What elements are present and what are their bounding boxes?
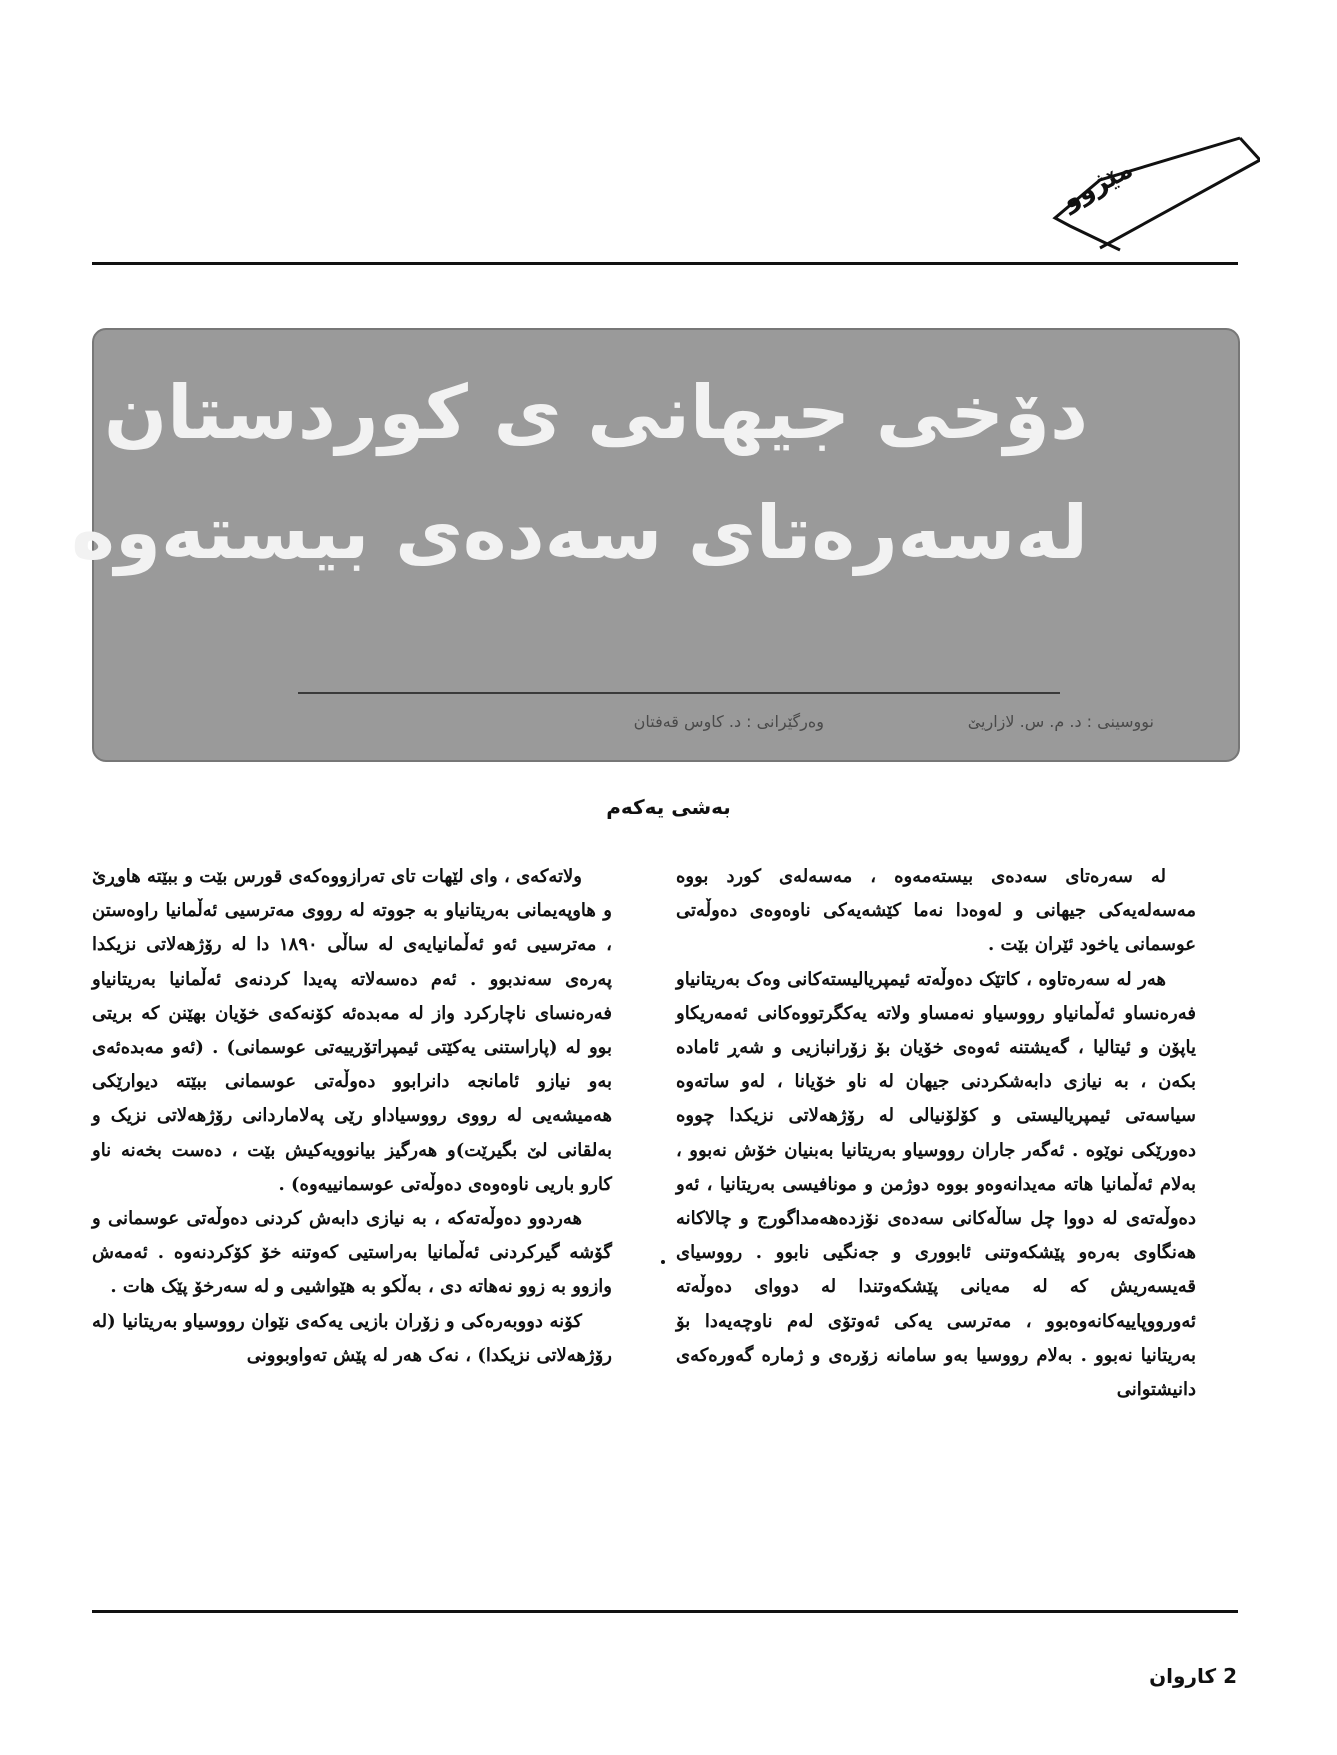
paragraph: لە سەرەتای سەدەی بیستەمەوە ، مەسەلەی کورد بووە مەسەلەیەکی جیهانی و لەوەدا نەما کێشەیەکی ناوەوەی دەوڵەتی عوسمانی یاخود ئێران بێت . — [676, 866, 1196, 956]
author-credit: نووسینی : د. م. س. لازاریێ — [967, 712, 1154, 731]
page-footer: 2 کاروان — [1149, 1664, 1237, 1688]
article-title-line-1: دۆخی جیهانی ی کوردستان — [103, 370, 1088, 456]
text-column-right — [676, 860, 1196, 1407]
section-tag-label: مێژوو — [1057, 154, 1138, 216]
bottom-divider — [92, 1610, 1238, 1613]
paragraph: هەردوو دەوڵەتەکە ، بە نیازی دابەش کردنی دەوڵەتی عوسمانی و گۆشە گیرکردنی ئەڵمانیا بەراستیی کەوتنە خۆ کۆکردنەوە . ئەمەش وازوو بە زوو نەهاتە دی ، بەڵکو بە هێواشیی و لە سەرخۆ پێک هات . — [92, 1208, 612, 1298]
paragraph: کۆنە دووبەرەکی و زۆران بازیی یەکەی نێوان رووسیاو بەریتانیا (لە رۆژهەلاتی نزیکدا) ، نەک هەر لە پێش تەواوبوونی — [92, 1310, 612, 1366]
article-title-line-2: لەسەرەتای سەدەی بیستەوە — [71, 490, 1088, 576]
part-heading: بەشی یەکەم — [606, 795, 731, 819]
column-dot — [661, 1260, 665, 1264]
section-tag-frame — [960, 130, 1260, 270]
section-tag — [960, 130, 1260, 270]
banner-divider — [298, 692, 1060, 694]
paragraph: هەر لە سەرەتاوە ، کاتێک دەوڵەتە ئیمپریالیستەکانی وەک بەریتانیاو فەرەنساو ئەڵمانیاو رووسیاو نەمساو ولاتە یەکگرتووەکانی ئەمەریکاو یاپۆن و ئیتالیا ، گەیشتنە ئەوەی خۆیان بۆ زۆرانبازیی و شەڕ ئامادە بکەن ، بە نیازی دابەشکردنی جیهان لە ناو خۆیانا ، لەو ساتەوە سیاسەتی ئیمپریالیستی و کۆلۆنیالی لە رۆژهەلاتی نزیکدا چووە دەورێکی نوێوە . ئەگەر جاران رووسیاو بەریتانیا بەبنیان خۆش نەبوو ، بەلام ئەڵمانیا هاتە مەیدانەوەو بووە دوژمن و مونافیسی بەریتانیا ، ئەو دەوڵەتەی لە دووا چل ساڵەکانی سەدەی نۆزدەهەمداگورج و چالاکانە هەنگاوی بەرەو پێشکەوتنی ئابووری و جەنگیی نابوو . رووسیای قەیسەریش کە لە مەیانی پێشکەوتندا لە دووای دەوڵەتە ئەورووپاییەکانەوەبوو ، مەترسی یەکی ئەوتۆی لەم ناوچەیەدا بۆ بەریتانیا نەبوو . بەلام رووسیا بەو سامانە زۆرەی و ژمارە گەورەکەی دانیشتوانی — [676, 968, 1196, 1401]
text-column-left — [92, 860, 612, 1373]
translator-credit: وەرگێرانی : د. کاوس قەفتان — [633, 712, 824, 731]
title-banner — [71, 328, 1240, 762]
paragraph: ولاتەکەی ، وای لێهات تای تەرازووەکەی قورس بێت و ببێتە هاوڕێ و هاوپەیمانی بەریتانیاو بە جووتە لە رووی مەترسیی ئەڵمانیا راوەستن ، مەترسیی ئەو ئەڵمانیایەی لە ساڵی ١٨٩٠ دا لە رۆژهەلاتی نزیکدا پەرەی سەندبوو . ئەم دەسەلاتە پەیدا کردنەی ئەڵمانیا بەریتانیاو فەرەنسای ناچارکرد واز لە مەبدەئە کۆنەکەی خۆیان بهێنن کە بریتی بوو لە (پاراستنی یەکێتی ئیمپراتۆرییەتی عوسمانی) . (ئەو مەبدەئەی بەو نیازو ئامانجە دانرابوو دەوڵەتی عوسمانی ببێتە دیوارێکی هەمیشەیی لە رووی رووسیاداو رێی پەلاماردانی رۆژهەلاتی نزیک و بەلقانی لێ بگیرێت)و هەرگیز بیانوویەکیش بێت ، دەست بخەنە ناو کارو باریی ناوەوەی دەوڵەتی عوسمانییەوە) . — [92, 866, 612, 1195]
top-divider — [92, 262, 1238, 265]
